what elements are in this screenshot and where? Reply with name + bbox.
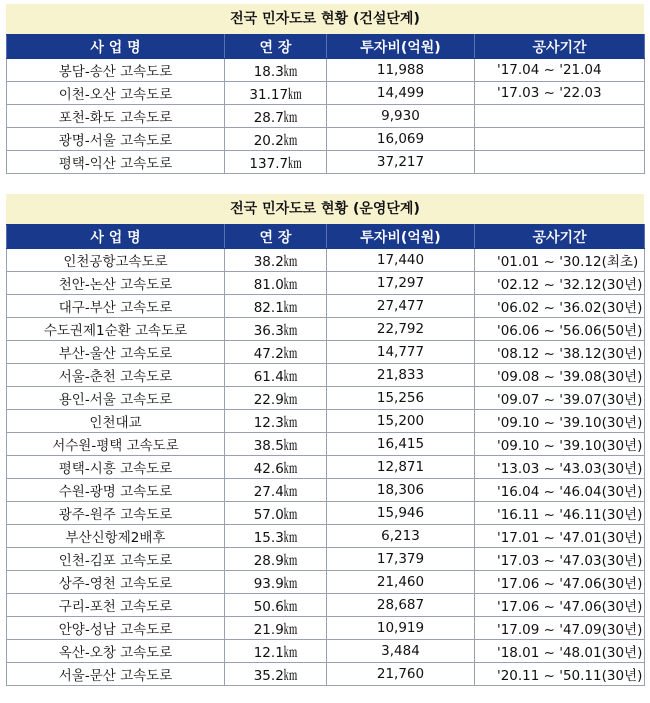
cell-cost: 16,415 [327,433,475,456]
cell-cost: 21,460 [327,571,475,594]
cell-period: '02.12 ~ '32.12(30년) [475,272,645,295]
cell-cost: 37,217 [327,151,475,174]
cell-name: 서울-문산 고속도로 [7,663,225,686]
cell-length: 47.2㎞ [225,341,327,364]
table-row [7,502,645,525]
cell-cost: 14,499 [327,82,475,105]
table-row [7,295,645,318]
cell-cost: 11,988 [327,59,475,82]
operation-table-body [7,249,645,686]
cell-period: '01.01 ~ '30.12(최초) [475,249,645,272]
cell-length: 22.9㎞ [225,387,327,410]
cell-cost: 3,484 [327,640,475,663]
cell-cost: 17,379 [327,548,475,571]
header-period: 공사기간 [475,35,645,59]
cell-length: 137.7㎞ [225,151,327,174]
cell-cost: 21,760 [327,663,475,686]
header-name: 사 업 명 [7,225,225,249]
cell-cost: 18,306 [327,479,475,502]
cell-name: 수원-광명 고속도로 [7,479,225,502]
cell-name: 광주-원주 고속도로 [7,502,225,525]
cell-name: 인천-김포 고속도로 [7,548,225,571]
cell-name: 평택-익산 고속도로 [7,151,225,174]
cell-name: 대구-부산 고속도로 [7,295,225,318]
cell-period: '06.06 ~ '56.06(50년) [475,318,645,341]
cell-length: 31.17㎞ [225,82,327,105]
table-row [7,364,645,387]
cell-length: 81.0㎞ [225,272,327,295]
cell-length: 27.4㎞ [225,479,327,502]
cell-cost: 15,200 [327,410,475,433]
cell-period: '16.04 ~ '46.04(30년) [475,479,645,502]
construction-table-body [7,59,645,174]
table-row [7,272,645,295]
cell-name: 상주-영천 고속도로 [7,571,225,594]
table-row [7,548,645,571]
cell-length: 61.4㎞ [225,364,327,387]
table-row [7,456,645,479]
table-row [7,128,645,151]
cell-cost: 17,440 [327,249,475,272]
cell-name: 광명-서울 고속도로 [7,128,225,151]
table-row [7,341,645,364]
cell-name: 부산-울산 고속도로 [7,341,225,364]
table-header-row [7,35,645,59]
cell-length: 82.1㎞ [225,295,327,318]
cell-name: 이천-오산 고속도로 [7,82,225,105]
cell-cost: 22,792 [327,318,475,341]
construction-title: 전국 민자도로 현황 (건설단계) [6,4,644,34]
cell-name: 서울-춘천 고속도로 [7,364,225,387]
table-row [7,82,645,105]
cell-period: '08.12 ~ '38.12(30년) [475,341,645,364]
cell-period: '17.03 ~ '22.03 [475,82,645,105]
cell-length: 42.6㎞ [225,456,327,479]
table-row [7,617,645,640]
cell-period [475,105,645,128]
cell-name: 옥산-오창 고속도로 [7,640,225,663]
cell-length: 12.3㎞ [225,410,327,433]
cell-length: 93.9㎞ [225,571,327,594]
header-period: 공사기간 [475,225,645,249]
cell-cost: 14,777 [327,341,475,364]
cell-name: 부산신항제2배후 [7,525,225,548]
cell-length: 35.2㎞ [225,663,327,686]
table-row [7,249,645,272]
table-row [7,105,645,128]
header-cost: 투자비(억원) [327,225,475,249]
cell-name: 안양-성남 고속도로 [7,617,225,640]
cell-name: 구리-포천 고속도로 [7,594,225,617]
table-row [7,410,645,433]
cell-length: 36.3㎞ [225,318,327,341]
cell-period: '17.04 ~ '21.04 [475,59,645,82]
cell-cost: 16,069 [327,128,475,151]
header-length: 연 장 [225,35,327,59]
cell-cost: 21,833 [327,364,475,387]
operation-table [6,224,645,686]
table-row [7,387,645,410]
table-row [7,59,645,82]
cell-length: 38.5㎞ [225,433,327,456]
cell-period: '18.01 ~ '48.01(30년) [475,640,645,663]
cell-name: 수도권제1순환 고속도로 [7,318,225,341]
table-row [7,525,645,548]
cell-period: '17.01 ~ '47.01(30년) [475,525,645,548]
cell-cost: 15,256 [327,387,475,410]
cell-period: '09.10 ~ '39.10(30년) [475,410,645,433]
operation-title: 전국 민자도로 현황 (운영단계) [6,194,644,224]
cell-cost: 17,297 [327,272,475,295]
table-row [7,433,645,456]
cell-period: '17.03 ~ '47.03(30년) [475,548,645,571]
cell-period: '09.10 ~ '39.10(30년) [475,433,645,456]
cell-length: 18.3㎞ [225,59,327,82]
header-length: 연 장 [225,225,327,249]
cell-period: '09.07 ~ '39.07(30년) [475,387,645,410]
header-name: 사 업 명 [7,35,225,59]
cell-name: 인천대교 [7,410,225,433]
cell-length: 12.1㎞ [225,640,327,663]
cell-period: '13.03 ~ '43.03(30년) [475,456,645,479]
construction-section [6,4,644,174]
cell-period: '17.09 ~ '47.09(30년) [475,617,645,640]
cell-period: '16.11 ~ '46.11(30년) [475,502,645,525]
cell-length: 21.9㎞ [225,617,327,640]
cell-length: 28.7㎞ [225,105,327,128]
cell-period: '06.02 ~ '36.02(30년) [475,295,645,318]
cell-length: 28.9㎞ [225,548,327,571]
cell-period: '17.06 ~ '47.06(30년) [475,571,645,594]
header-cost: 투자비(억원) [327,35,475,59]
cell-cost: 27,477 [327,295,475,318]
cell-name: 천안-논산 고속도로 [7,272,225,295]
table-row [7,640,645,663]
cell-cost: 6,213 [327,525,475,548]
table-row [7,318,645,341]
cell-name: 서수원-평택 고속도로 [7,433,225,456]
cell-name: 평택-시흥 고속도로 [7,456,225,479]
cell-name: 용인-서울 고속도로 [7,387,225,410]
cell-name: 인천공항고속도로 [7,249,225,272]
cell-period [475,128,645,151]
cell-cost: 28,687 [327,594,475,617]
cell-cost: 9,930 [327,105,475,128]
cell-cost: 15,946 [327,502,475,525]
cell-period: '17.06 ~ '47.06(30년) [475,594,645,617]
table-row [7,571,645,594]
cell-cost: 10,919 [327,617,475,640]
table-row [7,594,645,617]
cell-name: 봉담-송산 고속도로 [7,59,225,82]
cell-period [475,151,645,174]
operation-section [6,194,644,686]
cell-length: 50.6㎞ [225,594,327,617]
table-row [7,151,645,174]
table-row [7,479,645,502]
cell-period: '20.11 ~ '50.11(30년) [475,663,645,686]
cell-length: 20.2㎞ [225,128,327,151]
cell-length: 38.2㎞ [225,249,327,272]
cell-length: 15.3㎞ [225,525,327,548]
construction-table [6,34,645,174]
cell-name: 포천-화도 고속도로 [7,105,225,128]
cell-length: 57.0㎞ [225,502,327,525]
table-row [7,663,645,686]
cell-cost: 12,871 [327,456,475,479]
cell-period: '09.08 ~ '39.08(30년) [475,364,645,387]
table-header-row [7,225,645,249]
